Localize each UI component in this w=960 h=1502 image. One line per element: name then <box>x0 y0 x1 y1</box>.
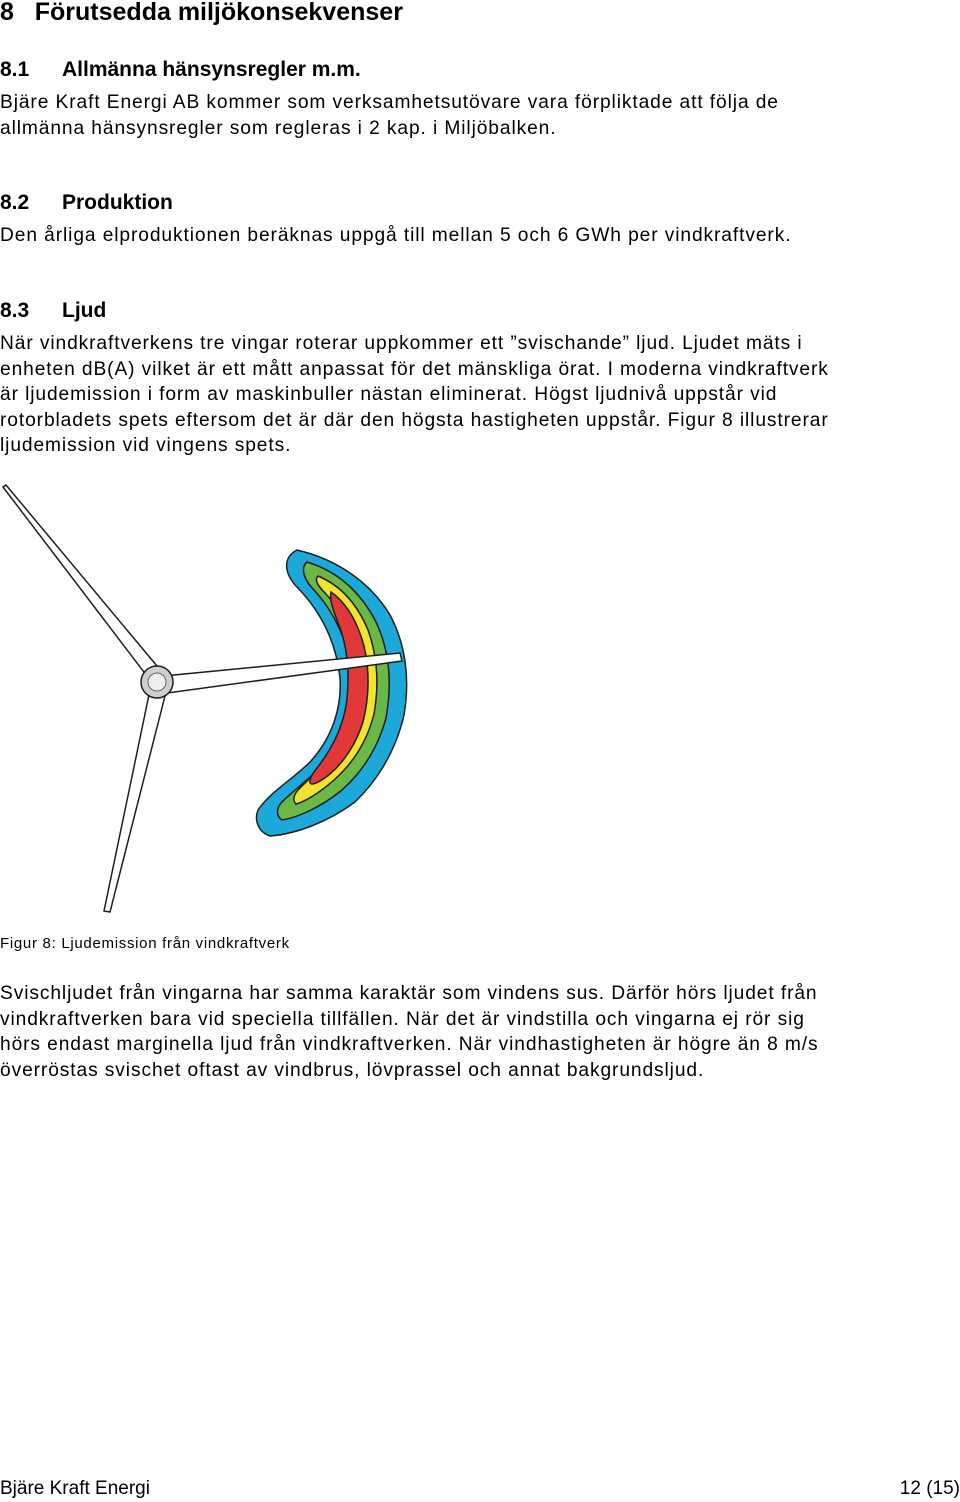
section-heading-8-3 <box>0 299 106 323</box>
paragraph-line: Den årliga elproduktionen beräknas uppgå till mellan 5 och 6 GWh per vindkraftverk. <box>0 225 792 246</box>
paragraph-line: Bjäre Kraft Energi AB kommer som verksamhetsutövare vara förpliktade att följa de <box>0 92 779 113</box>
turbine-blade-upper <box>3 485 162 680</box>
turbine-noise-figure <box>0 480 420 920</box>
section-number: 8.1 <box>0 58 30 81</box>
noise-zones <box>257 550 407 836</box>
section-title: Produktion <box>62 191 173 214</box>
section-paragraph-8-1 <box>0 90 960 141</box>
paragraph-line: överröstas svischet oftast av vindbrus, lövprassel och annat bakgrundsljud. <box>0 1059 705 1081</box>
paragraph-line: allmänna hänsynsregler som regleras i 2 kap. i Miljöbalken. <box>0 117 557 139</box>
page-heading <box>0 0 403 27</box>
heading-number: 8 <box>0 0 14 26</box>
paragraph-line: hörs endast marginella ljud från vindkraftverken. När vindhastigheten är högre än 8 m/s <box>0 1034 819 1055</box>
turbine-blade-lower <box>104 690 166 912</box>
section-number: 8.2 <box>0 191 30 214</box>
section-heading-8-1 <box>0 58 361 82</box>
after-figure-paragraph <box>0 981 960 1083</box>
section-paragraph-8-2 <box>0 223 960 249</box>
heading-title: Förutsedda miljökonsekvenser <box>34 0 403 26</box>
paragraph-line: vindkraftverken bara vid speciella tillfällen. När det är vindstilla och vingarna ej rör sig <box>0 1008 805 1030</box>
turbine-hub-center <box>148 673 166 691</box>
paragraph-line: ljudemission vid vingens spets. <box>0 435 292 456</box>
paragraph-line: är ljudemission i form av maskinbuller nästan eliminerat. Högst ljudnivå uppstår vid <box>0 384 778 405</box>
figure-caption: Figur 8: Ljudemission från vindkraftverk <box>0 935 290 952</box>
paragraph-line: enheten dB(A) vilket är ett mått anpassat för det mänskliga örat. I moderna vindkraftverk <box>0 358 829 380</box>
paragraph-line: När vindkraftverkens tre vingar roterar uppkommer ett ”svischande” ljud. Ljudet mäts i <box>0 333 803 354</box>
section-number: 8.3 <box>0 299 30 322</box>
paragraph-line: Svischljudet från vingarna har samma karaktär som vindens sus. Därför hörs ljudet från <box>0 983 818 1004</box>
section-title: Allmänna hänsynsregler m.m. <box>62 58 361 81</box>
paragraph-line: rotorbladets spets eftersom det är där den högsta hastigheten uppstår. Figur 8 illustrerar <box>0 409 829 431</box>
section-paragraph-8-3 <box>0 331 960 459</box>
footer-company: Bjäre Kraft Energi <box>0 1478 150 1499</box>
section-heading-8-2 <box>0 191 173 215</box>
footer-page-number: 12 (15) <box>899 1478 960 1499</box>
section-title: Ljud <box>62 299 107 322</box>
